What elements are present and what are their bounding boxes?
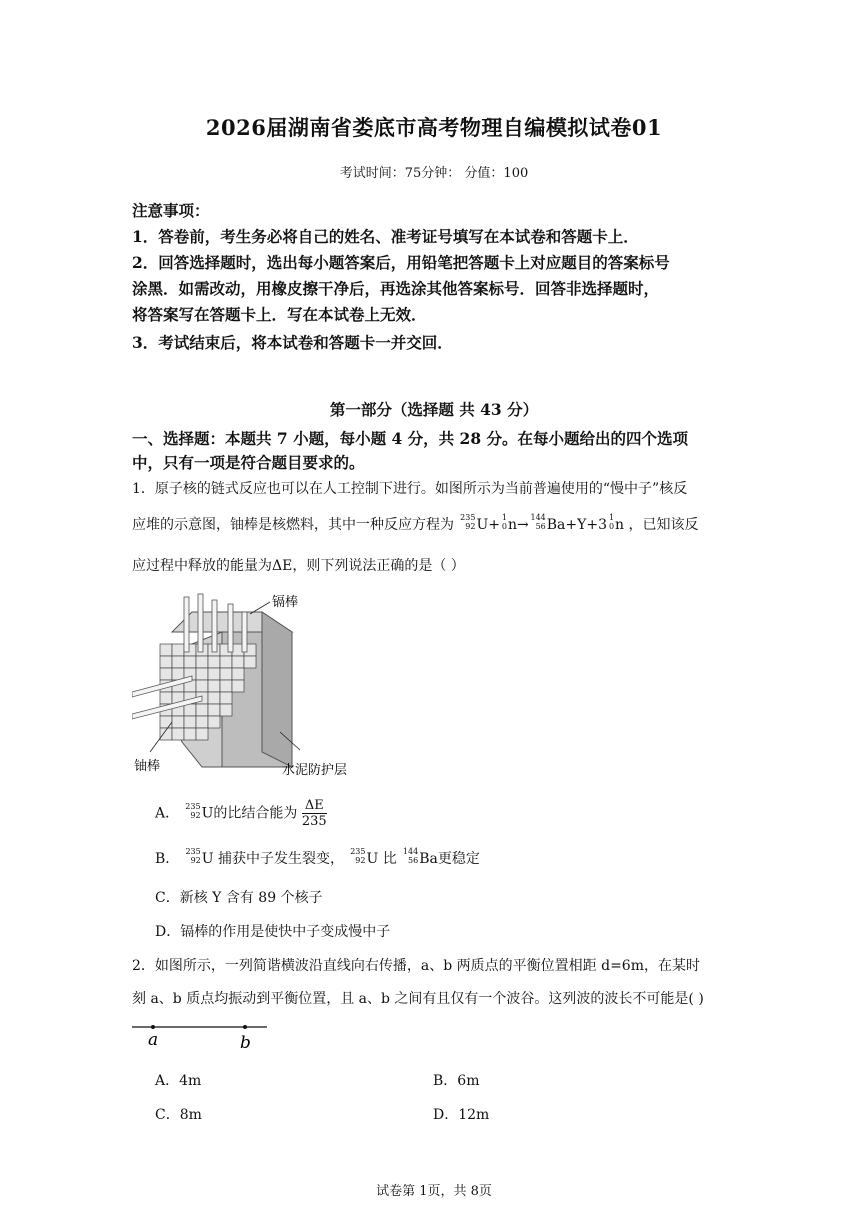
reactor-figure <box>132 592 392 784</box>
exam-info: 考试时间：75分钟： 分值：100 <box>339 166 529 181</box>
point-b <box>243 1025 247 1029</box>
option-text: 捕获中子发生裂变， <box>218 851 345 867</box>
point-a <box>151 1025 155 1029</box>
eq-plus: + <box>565 517 578 533</box>
eq-ba: Ba <box>546 517 566 533</box>
eq-u: U <box>476 517 489 533</box>
eq-n2: n <box>615 517 625 533</box>
eq-coef: 3 <box>598 517 608 533</box>
eq-y: Y <box>577 517 587 533</box>
q1-line2-suffix: ，已知该反 <box>628 517 699 533</box>
q1-option-a <box>155 798 327 829</box>
wave-line-figure <box>132 1018 282 1054</box>
q2-line2: 刻 a、b 质点均振动到平衡位置，且 a、b 之间有且仅有一个波谷。这列波的波长不可能是( ) <box>132 991 704 1007</box>
nuclide-mass: 144 <box>402 847 419 856</box>
option-label: B． <box>155 851 180 867</box>
q2-option-a: A．4m <box>155 1073 202 1089</box>
eq-n2-mass: 1 <box>608 513 615 522</box>
page-footer: 试卷第 1页，共 8页 <box>376 1184 492 1199</box>
q2-line1: 2．如图所示，一列简谐横波沿直线向右传播，a、b 两质点的平衡位置相距 d=6m，在某时 <box>132 958 700 974</box>
eq-ba-mass: 144 <box>530 513 546 522</box>
q1-line2-prefix: 应堆的示意图，铀棒是核燃料，其中一种反应方程为 <box>132 517 454 533</box>
label-cement: 水泥防护层 <box>282 763 348 778</box>
q1-equation <box>458 513 628 533</box>
part1-instruction: 一、选择题：本题共 7 小题，每小题 4 分，共 28 分。在每小题给出的四个选项 <box>132 429 689 448</box>
notice-item-2: 2．回答选择题时，选出每小题答案后，用铅笔把答题卡上对应题目的答案标号 <box>132 253 670 272</box>
label-uranium: 铀棒 <box>134 759 161 774</box>
nuclide-z: 56 <box>408 856 419 865</box>
label-b: b <box>240 1033 251 1053</box>
nuclide-symbol: Ba <box>419 851 438 867</box>
nuclide-z: 92 <box>190 856 201 865</box>
cement-side <box>262 612 292 767</box>
eq-arrow: → <box>517 517 529 533</box>
q1-option-c: C．新核 Y 含有 89 个核子 <box>155 890 323 906</box>
notice-item-2-cont: 涂黑．如需改动，用橡皮擦干净后，再选涂其他答案标号．回答非选择题时， <box>132 279 660 298</box>
eq-n2-z: 0 <box>608 522 615 531</box>
q1-line3: 应过程中释放的能量为ΔE，则下列说法正确的是（ ） <box>132 558 465 574</box>
nuclide-mass: 235 <box>185 847 201 856</box>
eq-u-z: 92 <box>465 522 476 531</box>
nuclide-symbol: U <box>201 851 214 867</box>
nuclide-symbol: U <box>201 805 214 822</box>
option-label: A． <box>155 805 180 822</box>
eq-n-mass: 1 <box>501 513 507 522</box>
notice-item-1: 1．答卷前，考生务必将自己的姓名、准考证号填写在本试卷和答题卡上． <box>132 227 639 246</box>
fraction <box>302 798 327 829</box>
option-text: 比 <box>382 851 397 867</box>
q2-option-b: B．6m <box>433 1073 480 1089</box>
eq-n: n <box>508 517 518 533</box>
eq-ba-z: 56 <box>535 522 546 531</box>
q1-line1: 1．原子核的链式反应也可以在人工控制下进行。如图所示为当前普遍使用的“慢中子”核反 <box>132 481 688 497</box>
part1-title: 第一部分（选择题 共 43 分） <box>329 400 539 419</box>
notice-item-2-cont2: 将答案写在答题卡上．写在本试卷上无效． <box>132 305 427 324</box>
notice-heading: 注意事项： <box>132 201 210 220</box>
nuclide-z: 92 <box>355 856 366 865</box>
q2-option-c: C．8m <box>155 1107 202 1123</box>
q2-option-d: D．12m <box>433 1107 490 1123</box>
q1-option-d: D．镉棒的作用是使快中子变成慢中子 <box>155 924 391 940</box>
nuclide-z: 92 <box>190 810 201 820</box>
fraction-denominator: 235 <box>301 814 327 829</box>
nuclide-symbol: U <box>366 851 379 867</box>
fraction-numerator: ΔE <box>302 798 327 814</box>
eq-plus: + <box>488 517 500 533</box>
label-a: a <box>148 1030 159 1050</box>
page-title: 2026届湖南省娄底市高考物理自编模拟试卷01 <box>205 115 663 140</box>
eq-u-mass: 235 <box>460 513 476 522</box>
nuclide-mass: 235 <box>350 847 366 856</box>
q1-line2 <box>132 509 742 541</box>
eq-plus: + <box>586 517 599 533</box>
part1-instruction-cont: 中，只有一项是符合题目要求的。 <box>132 453 365 472</box>
eq-n-z: 0 <box>501 522 507 531</box>
option-text: 更稳定 <box>437 851 480 867</box>
q1-option-b <box>155 848 480 868</box>
nuclide-mass: 235 <box>185 801 201 811</box>
notice-item-3: 3．考试结束后，将本试卷和答题卡一并交回． <box>132 333 453 352</box>
label-cadmium: 镉棒 <box>272 595 299 610</box>
option-text: 的比结合能为 <box>213 805 298 822</box>
